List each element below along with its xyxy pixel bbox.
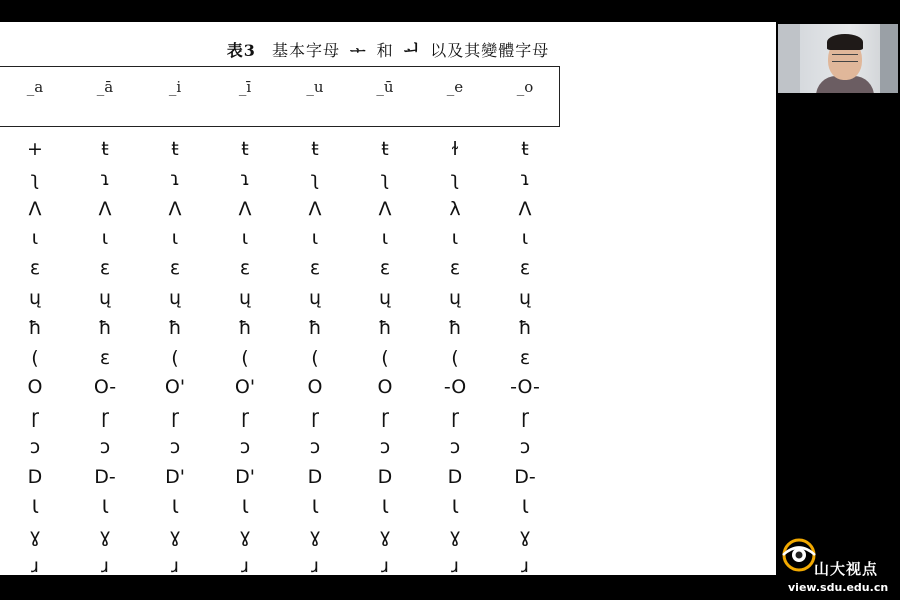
letter-cell: O [27, 376, 43, 399]
letter-cell: ɔ [239, 436, 251, 458]
letter-cell: ɿ [169, 167, 181, 190]
letter-cell: Ɩ [311, 495, 319, 518]
letter-cell: ɫ [451, 138, 459, 160]
letter-cell: D- [94, 465, 116, 488]
letter-cell: ų [518, 287, 532, 309]
top-black-bar [0, 0, 900, 22]
column-header: _u [306, 78, 324, 96]
column-header: _a [26, 78, 44, 96]
letter-cell: D [377, 465, 393, 488]
letter-cell: ɼ [451, 406, 459, 429]
letter-cell: ɹ [171, 555, 179, 575]
letter-cell: ɿ [519, 167, 531, 190]
letter-cell: ų [378, 287, 392, 309]
letter-cell: -O [443, 376, 467, 399]
letter-cell: ɼ [311, 406, 319, 429]
column-header: _i [168, 78, 182, 96]
letter-cell: ε [379, 257, 391, 280]
letter-cell: ɼ [171, 406, 179, 429]
table-top-rule [0, 66, 560, 67]
letter-cell: O [307, 376, 323, 399]
letter-cell: O- [93, 376, 117, 399]
letter-cell: ɼ [241, 406, 249, 429]
letter-cell: ų [28, 287, 42, 309]
letter-cell: ( [451, 346, 459, 369]
letter-cell: ɣ [309, 525, 321, 548]
letter-cell: Ɩ [521, 495, 529, 518]
title-text-before: 基本字母 [271, 41, 340, 60]
column-header: _ī [238, 78, 252, 96]
letter-cell: Λ [238, 197, 252, 220]
column-header: _o [516, 78, 534, 96]
letter-cell: ɩ [241, 227, 249, 250]
letter-cell: Ɩ [241, 495, 249, 518]
letter-cell: O' [234, 376, 256, 399]
letter-cell: ɩ [101, 227, 109, 250]
letter-cell: ħ [168, 316, 182, 339]
letter-cell: ɣ [379, 525, 391, 548]
letter-cell: ų [168, 287, 182, 309]
letter-cell: ɼ [521, 406, 529, 429]
letter-cell: ħ [448, 316, 462, 339]
letter-cell: Λ [98, 197, 112, 220]
letter-cell: Λ [168, 197, 182, 220]
watermark-url: view.sdu.edu.cn [788, 581, 889, 594]
watermark-logo [780, 536, 898, 596]
letter-cell: ų [308, 287, 322, 309]
letter-cell: ɼ [31, 406, 39, 429]
letter-cell: ɣ [449, 525, 461, 548]
webcam-video [778, 24, 898, 93]
table-right-rule [559, 66, 560, 126]
letter-cell: ɩ [171, 227, 179, 250]
column-header: _ā [96, 78, 114, 96]
letter-cell: ʅ [310, 167, 320, 190]
letter-cell: ʅ [450, 167, 460, 190]
letter-cell: ɛ [99, 346, 111, 369]
letter-cell: O' [164, 376, 186, 399]
letter-cell: ε [99, 257, 111, 280]
letter-cell: ɔ [169, 436, 181, 458]
letter-cell: ħ [28, 316, 42, 339]
letter-cell: Ɩ [381, 495, 389, 518]
letter-cell: ( [31, 346, 39, 369]
letter-cell: ų [98, 287, 112, 309]
letter-cell: ɔ [449, 436, 461, 458]
webcam-shelf [880, 24, 898, 93]
letter-cell: Ɩ [451, 495, 459, 518]
letter-cell: ɹ [101, 555, 109, 575]
title-text-after: 以及其變體字母 [430, 41, 550, 60]
letter-cell: ɹ [31, 555, 39, 575]
webcam-door [778, 24, 800, 93]
letter-cell: ŧ [311, 138, 319, 160]
letter-cell: Λ [308, 197, 322, 220]
letter-cell: ɩ [31, 227, 39, 250]
letter-cell: Ɩ [101, 495, 109, 518]
letter-cell: Λ [518, 197, 532, 220]
watermark-name: 山大视点 [814, 560, 879, 578]
title-connector: 和 [376, 41, 394, 60]
letter-cell: ɣ [29, 525, 41, 548]
letter-cell: D [27, 465, 43, 488]
letter-cell: ŧ [101, 138, 109, 160]
letter-cell: Λ [378, 197, 392, 220]
letter-cell: ɣ [99, 525, 111, 548]
letter-cell: ɩ [521, 227, 529, 250]
letter-cell: ɹ [241, 555, 249, 575]
eye-logo-icon [780, 536, 818, 574]
letter-cell: D- [514, 465, 536, 488]
letter-cell: D' [235, 465, 255, 488]
letter-cell: ų [238, 287, 252, 309]
letter-cell: ɩ [451, 227, 459, 250]
letter-cell: Ɩ [171, 495, 179, 518]
letter-cell: ɔ [519, 436, 531, 458]
presenter-glasses [832, 54, 858, 62]
presenter-hair [827, 34, 863, 50]
letter-cell: ε [29, 257, 41, 280]
letter-cell: ŧ [241, 138, 249, 160]
letter-cell: D [447, 465, 463, 488]
letter-cell: ɹ [521, 555, 529, 575]
letter-cell: O [377, 376, 393, 399]
alphabet-table [0, 66, 560, 575]
letter-cell: ħ [518, 316, 532, 339]
letter-cell: ʅ [30, 167, 40, 190]
column-header: _e [446, 78, 464, 96]
letter-cell: ɔ [99, 436, 111, 458]
table-number: 表3 [226, 41, 256, 60]
letter-cell: ɔ [309, 436, 321, 458]
letter-cell: ɹ [381, 555, 389, 575]
letter-cell: ŧ [521, 138, 529, 160]
letter-cell: ħ [378, 316, 392, 339]
letter-cell: Λ [28, 197, 42, 220]
letter-cell: ɣ [519, 525, 531, 548]
letter-cell: -O- [510, 376, 540, 399]
letter-cell: ɹ [311, 555, 319, 575]
title-glyph-1: ᆠ [350, 41, 367, 60]
letter-cell: ɔ [379, 436, 391, 458]
table-header-rule [0, 126, 560, 127]
slide [0, 22, 776, 575]
letter-cell: ħ [238, 316, 252, 339]
title-glyph-2: ᅬ [403, 41, 421, 60]
letter-cell: ɿ [99, 167, 111, 190]
letter-cell: ɣ [169, 525, 181, 548]
letter-cell: ħ [98, 316, 112, 339]
letter-cell: + [27, 138, 43, 160]
letter-cell: ɼ [381, 406, 389, 429]
letter-cell: ( [171, 346, 179, 369]
table-title [0, 38, 776, 61]
letter-cell: ħ [308, 316, 322, 339]
letter-cell: ɛ [519, 346, 531, 369]
letter-cell: ų [448, 287, 462, 309]
letter-cell: ɩ [311, 227, 319, 250]
letter-cell: ε [169, 257, 181, 280]
column-header: _ū [376, 78, 394, 96]
letter-cell: ( [381, 346, 389, 369]
letter-cell: ( [241, 346, 249, 369]
letter-cell: ɹ [451, 555, 459, 575]
letter-cell: ŧ [381, 138, 389, 160]
letter-cell: λ [449, 197, 461, 220]
letter-cell: ɔ [29, 436, 41, 458]
letter-cell: ʅ [380, 167, 390, 190]
letter-cell: ε [519, 257, 531, 280]
letter-cell: ε [309, 257, 321, 280]
letter-cell: ɿ [239, 167, 251, 190]
letter-cell: D' [165, 465, 185, 488]
letter-cell: ɩ [381, 227, 389, 250]
letter-cell: ɣ [239, 525, 251, 548]
letter-cell: D [307, 465, 323, 488]
letter-cell: ε [239, 257, 251, 280]
letter-cell: ε [449, 257, 461, 280]
letter-cell: Ɩ [31, 495, 39, 518]
letter-cell: ɼ [101, 406, 109, 429]
letter-cell: ( [311, 346, 319, 369]
letter-cell: ŧ [171, 138, 179, 160]
